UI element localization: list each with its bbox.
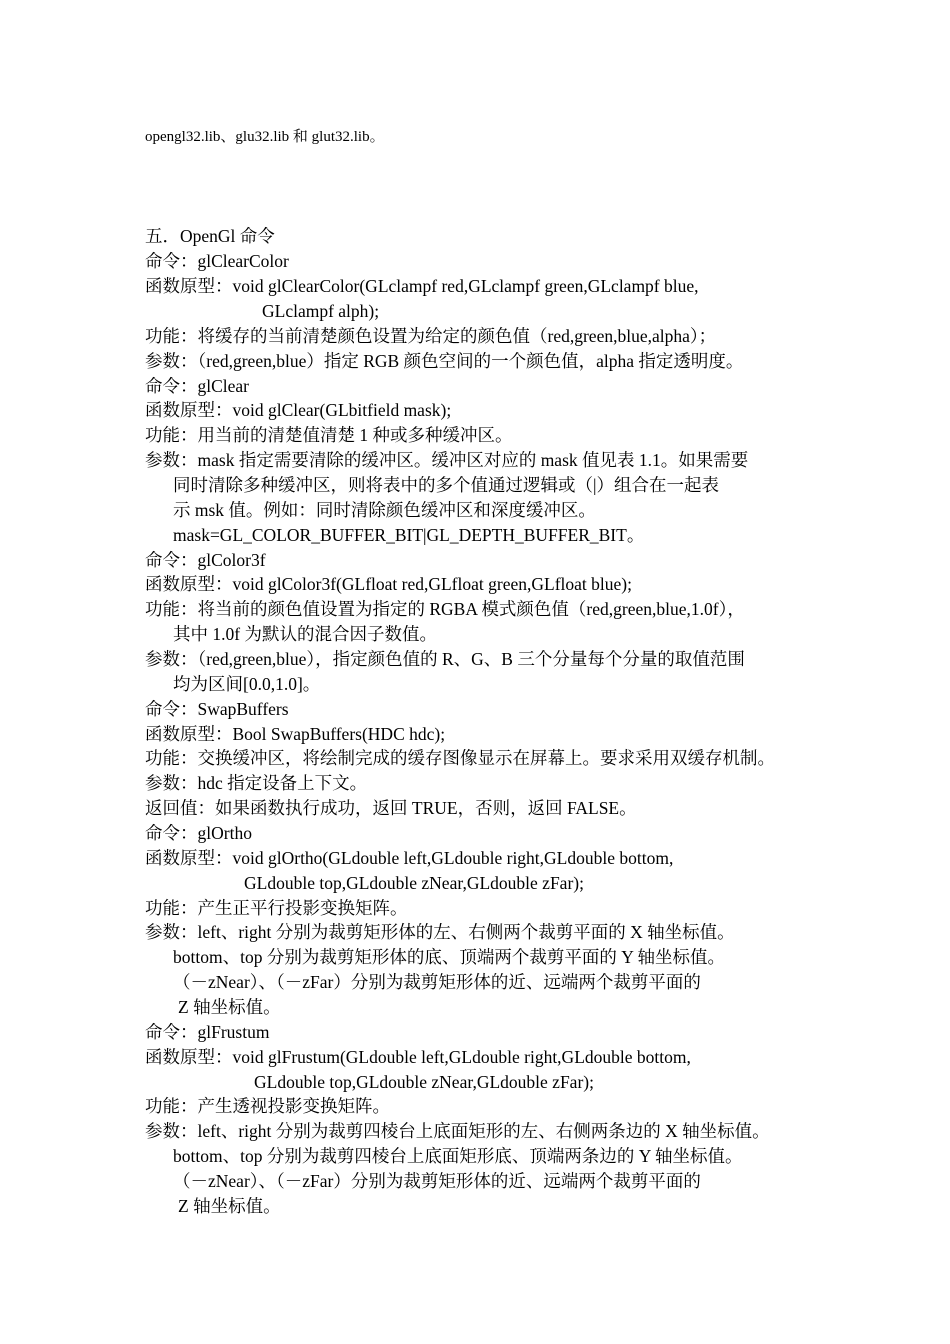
parameter-continuation: 均为区间[0.0,1.0]。 [173, 674, 321, 694]
function-line: 功能：用当前的清楚值清楚 1 种或多种缓冲区。 [145, 425, 513, 445]
prototype-line: 函数原型：void glClear(GLbitfield mask); [145, 400, 452, 420]
parameter-example: mask=GL_COLOR_BUFFER_BIT|GL_DEPTH_BUFFER_BIT。 [173, 525, 645, 545]
prototype-line: 函数原型：Bool SwapBuffers(HDC hdc); [145, 724, 446, 744]
parameter-continuation: Z 轴坐标值。 [178, 1196, 281, 1216]
parameter-continuation: （－zNear）、（－zFar）分别为裁剪矩形体的近、远端两个裁剪平面的 [173, 972, 701, 992]
parameter-line: 参数：（red,green,blue）指定 RGB 颜色空间的一个颜色值，alpha 指定透明度。 [145, 351, 744, 371]
prototype-line: 函数原型：void glFrustum(GLdouble left,GLdouble right,GLdouble bottom, [145, 1047, 691, 1067]
parameter-line: 参数：hdc 指定设备上下文。 [145, 773, 368, 793]
parameter-line: 参数：mask 指定需要清除的缓冲区。缓冲区对应的 mask 值见表 1.1。如果需要 [145, 450, 749, 470]
parameter-continuation: 示 msk 值。例如：同时清除颜色缓冲区和深度缓冲区。 [173, 500, 596, 520]
function-continuation: 其中 1.0f 为默认的混合因子数值。 [173, 624, 437, 644]
prototype-continuation: GLdouble top,GLdouble zNear,GLdouble zFar); [254, 1072, 594, 1092]
parameter-continuation: bottom、top 分别为裁剪四棱台上底面矩形底、顶端两条边的 Y 轴坐标值。 [173, 1146, 743, 1166]
intro-line: opengl32.lib、glu32.lib 和 glut32.lib。 [145, 129, 385, 145]
prototype-line: 函数原型：void glColor3f(GLfloat red,GLfloat green,GLfloat blue); [145, 574, 632, 594]
parameter-continuation: Z 轴坐标值。 [178, 997, 281, 1017]
command-line: 命令：glOrtho [145, 823, 252, 843]
function-line: 功能：将当前的颜色值设置为指定的 RGBA 模式颜色值（red,green,blue,1.0f）， [145, 599, 745, 619]
function-line: 功能：产生正平行投影变换矩阵。 [145, 898, 408, 918]
command-line: 命令：glClear [145, 376, 250, 396]
parameter-continuation: 同时清除多种缓冲区，则将表中的多个值通过逻辑或（|）组合在一起表 [173, 475, 720, 495]
prototype-line: 函数原型：void glOrtho(GLdouble left,GLdouble right,GLdouble bottom, [145, 848, 674, 868]
return-value-line: 返回值：如果函数执行成功，返回 TRUE，否则，返回 FALSE。 [145, 798, 637, 818]
prototype-continuation: GLclampf alph); [262, 301, 380, 321]
parameter-line: 参数：left、right 分别为裁剪矩形体的左、右侧两个裁剪平面的 X 轴坐标值。 [145, 922, 735, 942]
command-line: 命令：glClearColor [145, 251, 289, 271]
function-line: 功能：交换缓冲区，将绘制完成的缓存图像显示在屏幕上。要求采用双缓存机制。 [145, 748, 775, 768]
parameter-continuation: bottom、top 分别为裁剪矩形体的底、顶端两个裁剪平面的 Y 轴坐标值。 [173, 947, 726, 967]
function-line: 功能：产生透视投影变换矩阵。 [145, 1096, 390, 1116]
function-line: 功能：将缓存的当前清楚颜色设置为给定的颜色值（red,green,blue,alpha）； [145, 326, 717, 346]
prototype-continuation: GLdouble top,GLdouble zNear,GLdouble zFar); [244, 873, 584, 893]
parameter-line: 参数：（red,green,blue），指定颜色值的 R、G、B 三个分量每个分量的取值范围 [145, 649, 745, 669]
command-line: 命令：glFrustum [145, 1022, 270, 1042]
parameter-line: 参数：left、right 分别为裁剪四棱台上底面矩形的左、右侧两条边的 X 轴坐标值。 [145, 1121, 770, 1141]
prototype-line: 函数原型：void glClearColor(GLclampf red,GLclampf green,GLclampf blue, [145, 276, 699, 296]
command-line: 命令：glColor3f [145, 550, 266, 570]
parameter-continuation: （－zNear）、（－zFar）分别为裁剪矩形体的近、远端两个裁剪平面的 [173, 1171, 701, 1191]
command-line: 命令：SwapBuffers [145, 699, 289, 719]
section-title: 五．OpenGl 命令 [145, 226, 275, 246]
